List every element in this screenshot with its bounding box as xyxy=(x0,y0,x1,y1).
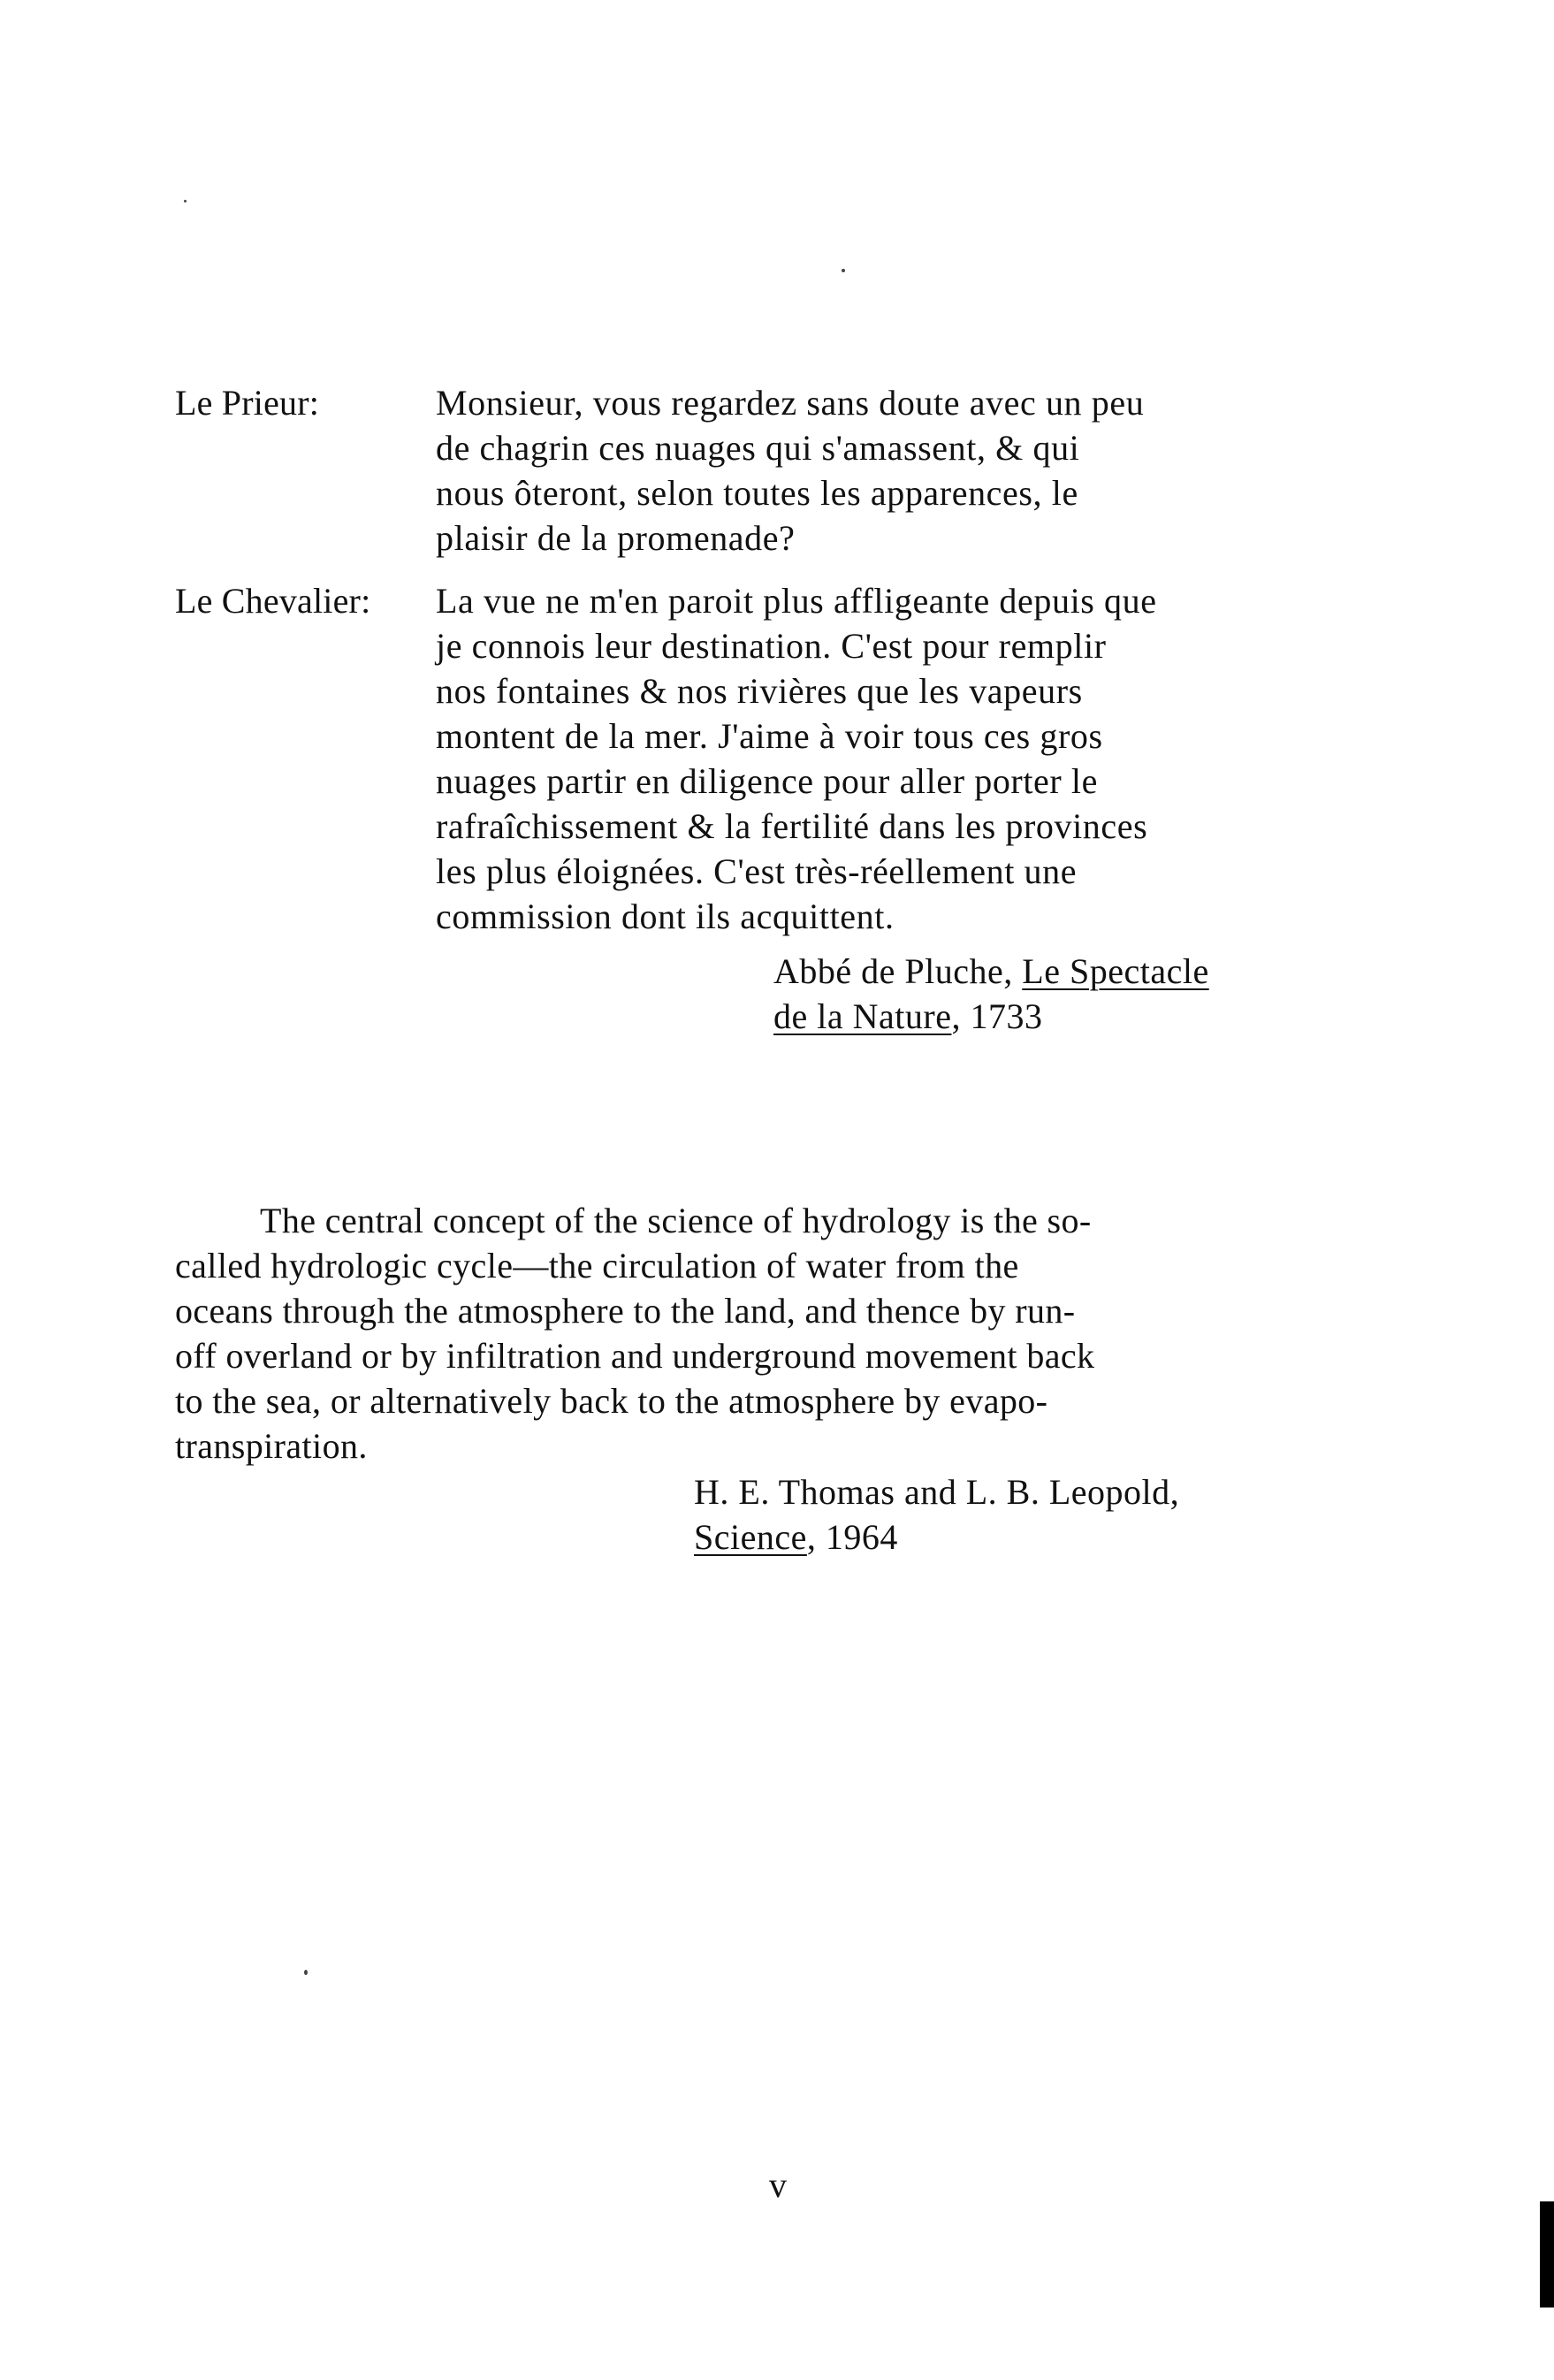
attribution-authors: H. E. Thomas and L. B. Leopold, xyxy=(694,1472,1180,1512)
speech-text xyxy=(436,578,1320,939)
hydrology-quote xyxy=(175,1198,1342,1468)
quote-line: off overland or by infiltration and underground movement back xyxy=(175,1336,1095,1376)
work-title: de la Nature xyxy=(773,996,952,1036)
speech-line: commission dont ils acquittent. xyxy=(436,896,895,936)
attribution-thomas-leopold xyxy=(694,1469,1179,1560)
speaker-name: Le Prieur: xyxy=(175,383,320,423)
quote-line: oceans through the atmosphere to the land, and thence by run- xyxy=(175,1291,1076,1331)
speech-line: nuages partir en diligence pour aller porter le xyxy=(436,761,1099,801)
dialogue-epigraph xyxy=(175,380,1342,957)
speech-line: nous ôteront, selon toutes les apparences, le xyxy=(436,473,1078,513)
attribution-author: Abbé de Pluche, xyxy=(773,951,1023,991)
speech-line: plaisir de la promenade? xyxy=(436,518,796,558)
speech-line: je connois leur destination. C'est pour remplir xyxy=(436,626,1107,666)
scan-edge-mark xyxy=(1540,2201,1554,2308)
attribution-line xyxy=(694,1514,1179,1560)
quote-line: called hydrologic cycle—the circulation of water from the xyxy=(175,1246,1019,1285)
quote-line: The central concept of the science of hydrology is the so- xyxy=(260,1201,1092,1240)
speech-line: rafraîchissement & la fertilité dans les provinces xyxy=(436,806,1148,846)
scan-speck xyxy=(842,269,845,272)
speech-line: montent de la mer. J'aime à voir tous ces gros xyxy=(436,716,1103,756)
attribution-pluche xyxy=(773,949,1209,1039)
work-title: Le Spectacle xyxy=(1022,951,1209,991)
speech-text xyxy=(436,380,1320,561)
speech-line: de chagrin ces nuages qui s'amassent, & qui xyxy=(436,428,1080,468)
attribution-year: , 1964 xyxy=(806,1517,898,1557)
quote-line: to the sea, or alternatively back to the atmosphere by evapo- xyxy=(175,1381,1048,1421)
speech-line: La vue ne m'en paroit plus affligeante depuis que xyxy=(436,581,1157,621)
journal-title: Science xyxy=(694,1517,807,1557)
speech-line: Monsieur, vous regardez sans doute avec un peu xyxy=(436,383,1145,423)
scan-speck xyxy=(184,200,187,202)
exchange-le-chevalier xyxy=(175,578,1342,939)
speaker-name: Le Chevalier: xyxy=(175,581,371,621)
page-number: v xyxy=(769,2165,787,2205)
quote-line: transpiration. xyxy=(175,1426,368,1466)
attribution-year: , 1733 xyxy=(951,996,1043,1036)
attribution-line xyxy=(773,949,1209,994)
attribution-line xyxy=(773,994,1209,1039)
scan-speck xyxy=(304,1970,308,1975)
speech-line: les plus éloignées. C'est très-réellement une xyxy=(436,851,1078,891)
speech-line: nos fontaines & nos rivières que les vapeurs xyxy=(436,671,1083,711)
exchange-le-prieur xyxy=(175,380,1342,561)
